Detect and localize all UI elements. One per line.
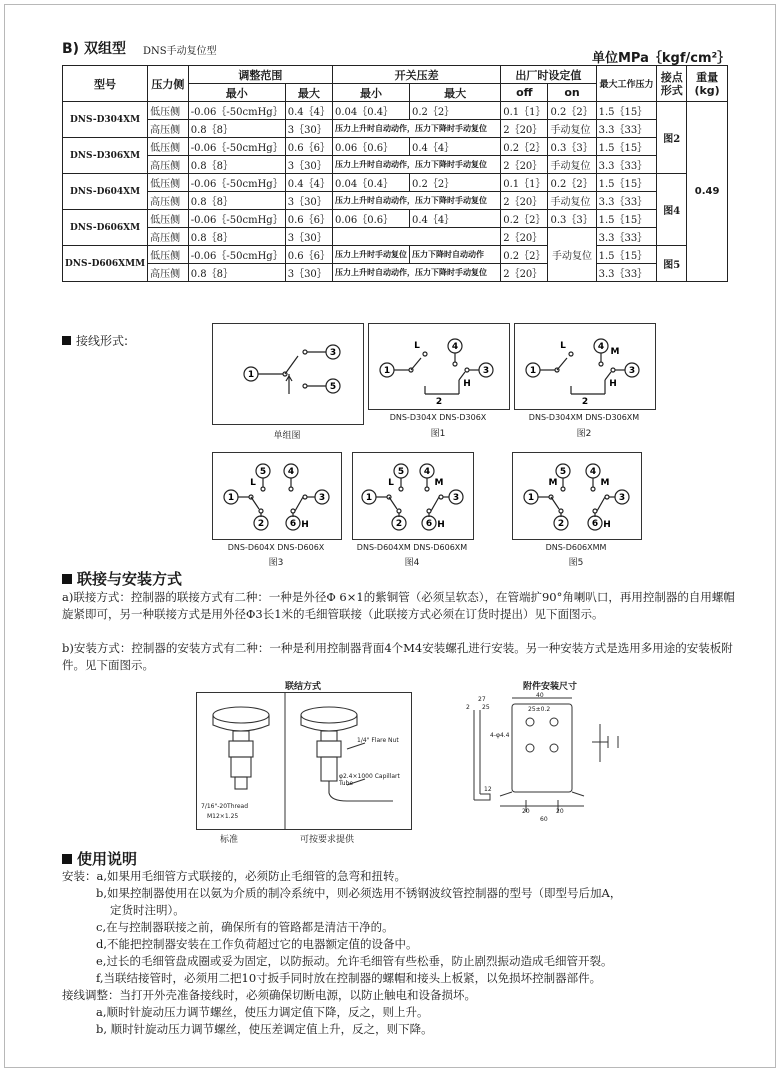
svg-text:3: 3: [452, 493, 460, 503]
svg-text:M: M: [600, 478, 610, 488]
spec-table: [62, 65, 728, 282]
col-diff: 开关压差: [332, 66, 500, 84]
table-row: 高压侧 0.8｛8｝ 3｛30｝ 压力上升时自动动作，压力下降时手动复位 2｛20｝ 手动复位 3.3｛33｝: [63, 156, 728, 174]
svg-text:1: 1: [383, 366, 391, 376]
switch-diagram-svg: [213, 324, 363, 424]
svg-text:M: M: [610, 347, 620, 357]
connection-para-a: a)联接方式：控制器的联接方式有二种：一种是外径Φ 6×1的紫铜管（必须呈软态），在管端扩90°角喇叭口，再用控制器的自用螺帽旋紧即可，另一种联接方式是用外径Φ3长1米的毛细管联接（此联接方式必须在订货时提出）见下面图示。: [62, 590, 735, 621]
svg-text:5: 5: [559, 467, 567, 477]
svg-text:4: 4: [423, 467, 431, 477]
dim-20a: 20: [522, 808, 530, 815]
table-row: 高压侧 0.8｛8｝ 3｛30｝ 压力上升时自动动作，压力下降时手动复位 2｛20｝ 手动复位 3.3｛33｝: [63, 120, 728, 138]
caption-diagram-1: 图1: [430, 429, 446, 439]
wiring-diagram-single: [212, 323, 364, 425]
flare-label: 1/4" Flare Nut: [357, 737, 399, 744]
terminal-3: 3: [329, 348, 337, 358]
dim-holes: 4-φ4.4: [490, 732, 510, 739]
col-range: 调整范围: [188, 66, 332, 84]
dim-20b: 20: [556, 808, 564, 815]
caption-standard: 标准: [220, 835, 239, 845]
svg-text:6: 6: [591, 519, 599, 529]
svg-text:H: H: [609, 379, 617, 389]
col-range-max: 最大: [285, 84, 332, 102]
col-max-pressure: 最大工作压力: [596, 66, 657, 102]
caption-diagram-3: 图3: [268, 558, 284, 568]
svg-text:3: 3: [318, 493, 326, 503]
wiring-diagram-1: [368, 323, 510, 410]
dim-40: 40: [536, 692, 544, 699]
svg-text:1: 1: [365, 493, 373, 503]
col-weight: 重量(kg): [687, 66, 728, 102]
bullet-square-icon: [62, 574, 72, 584]
col-contact: 接点形式: [657, 66, 687, 102]
svg-text:H: H: [437, 520, 445, 530]
svg-text:3: 3: [482, 366, 490, 376]
connection-para-b: b)安装方式：控制器的安装方式有二种：一种是利用控制器背面4个M4安装螺孔进行安装。另一种安装方式是选用多用途的安装板附件。见下面图示。: [62, 641, 733, 672]
dim-2: 2: [466, 704, 470, 711]
bullet-square-icon: [62, 336, 71, 345]
usage-line: b,如果控制器使用在以氨为介质的制冷系统中，则必须选用不锈钢波纹管控制器的型号（即型号后加A，: [96, 886, 622, 900]
col-diff-max: 最大: [409, 84, 500, 102]
svg-text:5: 5: [259, 467, 267, 477]
svg-text:H: H: [301, 520, 309, 530]
svg-text:L: L: [560, 341, 566, 351]
caption-diagram-2: 图2: [576, 429, 592, 439]
table-row: DNS-D606XMM 低压侧 -0.06｛-50cmHg｝ 0.6｛6｝ 压力上升时手动复位 压力下降时自动动作 0.2｛2｝ 1.5｛15｝ 图5: [63, 246, 728, 264]
svg-text:L: L: [414, 341, 420, 351]
svg-text:H: H: [463, 379, 471, 389]
caption-single: 单组图: [273, 431, 301, 441]
fig-bracket-title: 附件安装尺寸: [522, 682, 577, 692]
svg-text:6: 6: [425, 519, 433, 529]
fig-connection-title: 联结方式: [284, 682, 321, 692]
contact-fig5: 图5: [657, 246, 687, 282]
terminal-5: 5: [329, 382, 337, 392]
svg-text:L: L: [388, 478, 394, 488]
section-subtitle: DNS手动复位型: [143, 46, 217, 57]
wiring-diagram-5: [512, 452, 642, 540]
terminal-1: 1: [247, 370, 255, 380]
col-range-min: 最小: [188, 84, 285, 102]
caption-diagram-3-models: DNS-D604X DNS-D606X: [227, 543, 325, 552]
caption-on-request: 可按要求提供: [300, 835, 355, 845]
svg-text:2: 2: [435, 397, 443, 407]
table-row: DNS-D304XM 低压侧 -0.06｛-50cmHg｝ 0.4｛4｝ 0.04｛0.4｝ 0.2｛2｝ 0.1｛1｝ 0.2｛2｝ 1.5｛15｝ 图2 0.49: [63, 102, 728, 120]
dim-27: 27: [478, 696, 486, 703]
caption-diagram-5: 图5: [568, 558, 584, 568]
m12-label: M12×1.25: [207, 813, 239, 820]
caption-diagram-4-models: DNS-D604XM DNS-D606XM: [356, 543, 468, 552]
weight-value: 0.49: [687, 102, 728, 282]
wiring-diagram-3: [212, 452, 342, 540]
caption-diagram-5-models: DNS-D606XMM: [545, 543, 607, 552]
caption-diagram-1-models: DNS-D304X DNS-D306X: [389, 413, 487, 422]
bracket-figure: [460, 692, 660, 822]
svg-text:3: 3: [618, 493, 626, 503]
table-row: 高压侧 0.8｛8｝ 3｛30｝ 压力上升时自动动作，压力下降时手动复位 2｛20｝ 3.3｛33｝: [63, 264, 728, 282]
svg-text:4: 4: [287, 467, 295, 477]
col-on: on: [548, 84, 596, 102]
svg-text:M: M: [434, 478, 444, 488]
thread-label: 7/16"-20Thread: [201, 803, 249, 810]
usage-line: b, 顺时针旋动压力调节螺丝，使压差调定值上升，反之，则下降。: [96, 1022, 433, 1036]
svg-text:H: H: [603, 520, 611, 530]
svg-text:2: 2: [257, 519, 265, 529]
col-side: 压力侧: [148, 66, 189, 102]
table-row: DNS-D306XM 低压侧 -0.06｛-50cmHg｝ 0.6｛6｝ 0.06｛0.6｝ 0.4｛4｝ 0.2｛2｝ 0.3｛3｝ 1.5｛15｝: [63, 138, 728, 156]
dim-60: 60: [540, 816, 548, 823]
usage-line: f,当联结接管时，必须用二把10寸扳手同时放在控制器的螺帽和接头上板紧，以免损坏控制器部件。: [96, 971, 602, 985]
usage-line: e,过长的毛细管盘成圈或妥为固定，以防振动。允许毛细管有些松垂，防止剧烈振动造成毛细管开裂。: [96, 954, 613, 968]
col-diff-min: 最小: [332, 84, 409, 102]
table-row: 高压侧 0.8｛8｝ 3｛30｝ 压力上升时自动动作，压力下降时手动复位 2｛20｝ 手动复位 3.3｛33｝: [63, 192, 728, 210]
contact-fig4: 图4: [657, 174, 687, 246]
unit-label: 单位MPa｛kgf/cm²｝: [592, 51, 731, 66]
svg-text:M: M: [548, 478, 558, 488]
svg-text:5: 5: [397, 467, 405, 477]
caption-diagram-2-models: DNS-D304XM DNS-D306XM: [528, 413, 640, 422]
svg-text:6: 6: [289, 519, 297, 529]
svg-text:L: L: [250, 478, 256, 488]
col-factory: 出厂时设定值: [501, 66, 596, 84]
svg-text:4: 4: [451, 342, 459, 352]
svg-text:4: 4: [597, 342, 605, 352]
wiring-diagram-2: [514, 323, 656, 410]
svg-text:1: 1: [529, 366, 537, 376]
dim-12: 12: [484, 786, 492, 793]
connection-title: 联接与安装方式: [62, 568, 182, 589]
svg-text:3: 3: [628, 366, 636, 376]
contact-fig2: 图2: [657, 102, 687, 174]
svg-text:2: 2: [395, 519, 403, 529]
connection-figure: [196, 692, 412, 830]
usage-title: 使用说明: [62, 848, 137, 869]
col-model: 型号: [63, 66, 148, 102]
svg-text:4: 4: [589, 467, 597, 477]
usage-line: 安装：a,如果用毛细管方式联接的，必须防止毛细管的急弯和扭转。: [62, 869, 407, 883]
table-row: DNS-D604XM 低压侧 -0.06｛-50cmHg｝ 0.4｛4｝ 0.04｛0.4｝ 0.2｛2｝ 0.1｛1｝ 0.2｛2｝ 1.5｛15｝ 图4: [63, 174, 728, 192]
svg-text:2: 2: [557, 519, 565, 529]
wiring-title: 接线形式:: [62, 332, 128, 349]
svg-text:2: 2: [581, 397, 589, 407]
wiring-diagram-4: [352, 452, 474, 540]
usage-line: d,不能把控制器安装在工作负荷超过它的电器额定值的设备中。: [96, 937, 418, 951]
svg-text:1: 1: [227, 493, 235, 503]
caption-diagram-4: 图4: [404, 558, 420, 568]
usage-line: a,顺时针旋动压力调节螺丝，使压力调定值下降，反之，则上升。: [96, 1005, 429, 1019]
bullet-square-icon: [62, 854, 72, 864]
dim-25b: 25±0.2: [528, 706, 551, 713]
capillary-label: φ2.4×1000 Capillart Tube: [339, 773, 400, 787]
table-row: 高压侧 0.8｛8｝ 3｛30｝ 2｛20｝ 手动复位 3.3｛33｝: [63, 228, 728, 246]
section-title: B) 双组型: [62, 41, 126, 57]
svg-text:1: 1: [527, 493, 535, 503]
bracket-drawing: [460, 692, 660, 822]
dim-25: 25: [482, 704, 490, 711]
col-off: off: [501, 84, 548, 102]
usage-line: 定货时注明）。: [110, 903, 185, 917]
usage-line: 接线调整：当打开外壳准备接线时，必须确保切断电源，以防止触电和设备损坏。: [62, 988, 476, 1002]
table-row: DNS-D606XM 低压侧 -0.06｛-50cmHg｝ 0.6｛6｝ 0.06｛0.6｝ 0.4｛4｝ 0.2｛2｝ 0.3｛3｝ 1.5｛15｝: [63, 210, 728, 228]
usage-line: c,在与控制器联接之前，确保所有的管路都是清洁干净的。: [96, 920, 394, 934]
